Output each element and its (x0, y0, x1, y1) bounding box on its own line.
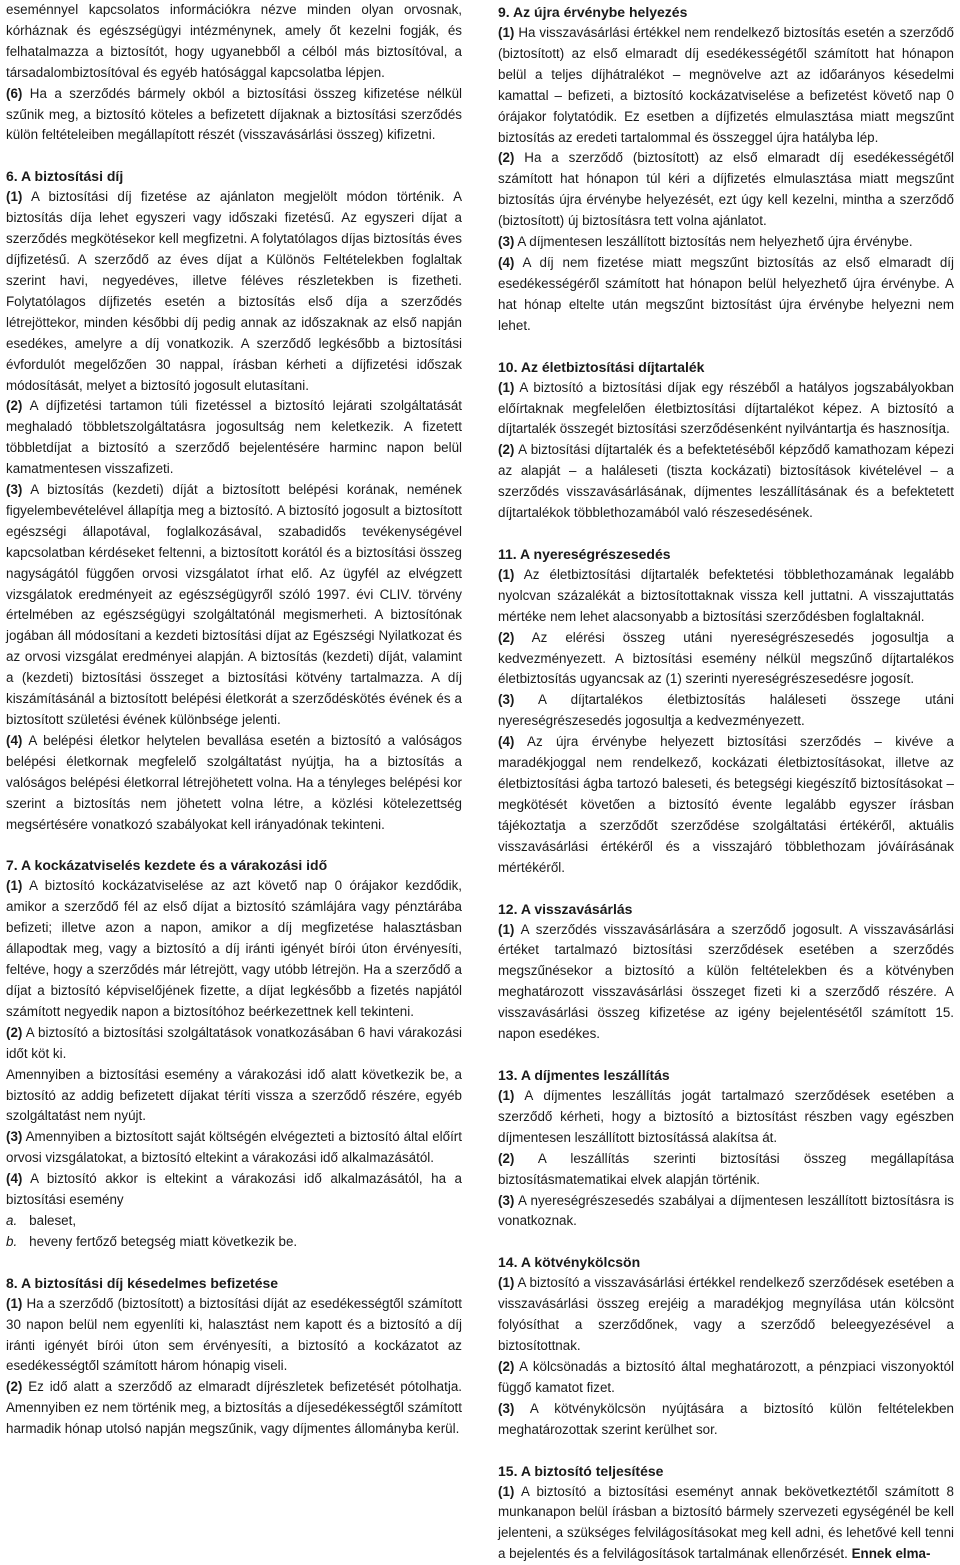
section-10-paragraph-2: (2) A biztosítási díjtartalék és a befektetéséből képződő kamathozam képezi az alapját – a haláleseti (tiszta kockázati) biztosítások kivételével – a szerződés visszavásárlásának, díjmentes leszállításának és a befektetett díjtartalékok többlethozamából való részesedésének. (498, 442, 955, 521)
right-column (498, 0, 955, 1562)
paragraph-5-6: (6) Ha a szerződés bármely okból a biztosítási összeg kifizetése nélkül szűnik meg, a biztosító köteles a befizetett díjaknak a biztosítási szerződés külön feltételeiben megállapított részét (visszavásárlási összeg) kifizetni. (6, 85, 462, 143)
section-6-paragraph-1: (1) A biztosítási díj fizetése az ajánlaton megjelölt módon történik. A biztosítás díja lehet egyszeri vagy időszaki fizetésű. Az egyszeri díjat a szerződés megkötésekor kell megfizetni. A folytatólagos díjas biztosítás éves díjfizetésű. A szerződő az éves díjat a Különös Feltételekben foglaltak szerint havi, negyedéves, illetve féléves részletekben is fizetheti. Folytatólagos díjfizetés esetén a biztosítás első díja a szerződés létrejöttekor, minden későbbi díj pedig annak az időszaknak az első napján esedékes, amelyre a díj vonatkozik. A szerződő legkésőbb a biztosítási évfordulót megelőzően 30 nappal, írásban kérheti a díjfizetési időszak módosítását, melyet a biztosító jogosult elutasítani. (6, 189, 462, 393)
section-9-paragraph-2: (2) Ha a szerződő (biztosított) az első elmaradt díj esedékességétől számított hat hónapon túl kéri a díjfizetés elmulasztása miatt megszűnt biztosítás újra érvénybe helyezését, ezt úgy kell kezelni, mintha a szerződő (biztosított) új biztosításra tett volna ajánlatot. (498, 150, 954, 229)
section-8-title: 8. A biztosítási díj késedelmes befizetése (6, 1274, 279, 1291)
section-14-paragraph-1: (1) A biztosító a visszavásárlási értékkel rendelkező szerződések esetében a visszavásárlási összeg erejéig a maradékjog megnyílása után kölcsönt folyósíthat a szerződőnek, vagy a szerződő beleegyezésével a biztosítottnak. (498, 1275, 954, 1354)
section-12-title: 12. A visszavásárlás (498, 900, 633, 917)
section-13-paragraph-2: (2) A leszállítás szerinti biztosítási összeg megállapítása biztosításmatematikai elvek alapján történik. (498, 1150, 954, 1187)
section-11-title: 11. A nyereségrészesedés (498, 545, 671, 562)
section-6-paragraph-3: (3) A biztosítás (kezdeti) díját a biztosított belépési korának, nemének figyelembevételével állapítja meg a biztosító. A biztosító jogosult a biztosított egészségi állapotával, foglalkozásával, szabadidős tevékenységével kapcsolatban kérdéseket feltenni, a biztosított korától és a biztosítási összeg nagyságától függően orvosi vizsgálatot írhat elő. Az ügyfél az elvégzett vizsgálatok eredményeit az egészségügyről szóló 1997. évi CLIV. törvény értelmében az egészségügyi szolgáltatónál megismerheti. A biztosítónak jogában áll módosítani a kezdeti biztosítási díjat az Egészségi Nyilatkozat és az orvosi vizsgálat eredményei alapján. A biztosítás (kezdeti) díját, valamint a (kezdeti) biztosítási összeget a biztosítási kötvény tartalmazza. A díj kiszámításánál a biztosított belépési életkorát a szerződéskötés évének és a biztosított születési évének különbsége jelenti. (6, 482, 462, 727)
section-11-paragraph-1: (1) Az életbiztosítási díjtartalék befektetési többlethozamának legalább nyolcvan százalékát a biztosítottaknak vissza kell juttatni. A visszajuttatás mértéke nem lehet alacsonyabb a biztosítási szerződésben foglaltaknál. (498, 566, 954, 624)
section-6-title: 6. A biztosítási díj (6, 168, 124, 185)
section-7-paragraph-2b: Amennyiben a biztosítási esemény a várakozási idő alatt következik be, a biztosító az addig befizetett díjakat téríti vissza a szerződő részére, egyéb szolgáltatást nem nyújt. (6, 1066, 462, 1124)
section-11-paragraph-4: (4) Az újra érvénybe helyezett biztosítási szerződés – kivéve a maradékjoggal nem rendelkező, kockázati életbiztosításokat, illetve az életbiztosítási ágba tartozó baleseti, és betegségi kiegészítő biztosításokat – megkötését követően a biztosító évente legalább egyszer írásban tájékoztatja a szerződőt szerződése szolgáltatási értékéről, aktuális visszavásárlási értékéről és a visszajáró többlethozam jóváírásának mértékéről. (498, 734, 954, 875)
section-9-paragraph-1: (1) Ha visszavásárlási értékkel nem rendelkező biztosítás esetén a szerződő (biztosított) az első elmaradt díj esedékességétől számított hat hónapon belül a teljes díjhátralékot – megnövelve azt az időarányos késedelmi kamattal – befizeti, a biztosító kockázatviselése a befizetést követő nap 0 órájakor folytatódik. Ez esetben a díjfizetés elmulasztása miatt megszűnt biztosítás az eredeti tartalommal és összeggel újra hatályba lép. (498, 25, 954, 145)
section-7-paragraph-4: (4) A biztosító akkor is eltekint a várakozási idő alkalmazásától, ha a biztosítási esemény (6, 1171, 462, 1208)
section-14-paragraph-2: (2) A kölcsönadás a biztosító által meghatározott, a pénzpiaci viszonyoktól függő kamatot fizet. (498, 1358, 955, 1395)
section-11-paragraph-2: (2) Az elérési összeg utáni nyereségrészesedés jogosultja a kedvezményezett. A biztosítási esemény nélkül megszűnő díjtartalékos életbiztosítás ugyancsak az (1) szerinti nyereségrészesedésre jogosít. (498, 629, 954, 687)
section-12-paragraph-1: (1) A szerződés visszavásárlására a szerződő jogosult. A visszavásárlási értéket tartalmazó biztosítási szerződések esetében a szerződés megszűnésekor a biztosító a külön feltételekben és a kötvényben meghatározott visszavásárlási összeget fizeti ki a szerződő részére. A visszavásárlási összeg kifizetése az igény bejelentésétől számított 15. napon esedékes. (498, 921, 954, 1042)
section-15-paragraph-1: (1) A biztosító a biztosítási eseményt annak bekövetkeztétől számított 8 munkanapon belül írásban a biztosító bármely szervezeti egységénél be kell jelenteni, a szükséges felvilágosításokat meg kell adni, és lehetővé kell tenni a bejelentés és a felvilágosítások tartalmának ellenőrzését. Ennek elma- (498, 1483, 954, 1562)
section-8-paragraph-2: (2) Ez idő alatt a szerződő az elmaradt díjrészletek befizetését pótolhatja. Amennyiben ez nem történik meg, a biztosítás a díjesedékességtől számított harmadik hónap utolsó napján megszűnik, vagy díjmentes állományba kerül. (6, 1379, 462, 1437)
section-11-paragraph-3: (3) A díjtartalékos életbiztosítás haláleseti összege utáni nyereségrészesedés jogosultja a kedvezményezett. (498, 692, 954, 729)
intro-paragraph: eseménnyel kapcsolatos információkra nézve minden olyan orvosnak, kórháznak és egészségügyi intézménynek, amely őt kezelni fogják, és felhatalmazza a biztosítót, hogy ugyanebből a célból más biztosítóval, a társadalombiztosítóval és egyéb hatósággal kapcsolatba lépjen. (6, 2, 462, 80)
left-column (6, 0, 462, 1471)
section-10-paragraph-1: (1) A biztosító a biztosítási díjak egy részéből a hatályos jogszabályokban előírtaknak megfelelően életbiztosítási díjtartalékot képez. A biztosító a díjtartalék összegét biztosítási szerződésenként nyilvántartja és hasznosítja. (498, 379, 954, 437)
section-14-paragraph-3: (3) A kötvénykölcsön nyújtására a biztosító külön feltételekben meghatározottak szerint kerülhet sor. (498, 1400, 954, 1437)
section-9-paragraph-4: (4) A díj nem fizetése miatt megszűnt biztosítás az első elmaradt díj esedékességéről számított hat hónapon belül helyezhető újra érvénybe. A hat hónap eltelte után megszűnt biztosítást újra érvénybe helyezni nem lehet. (498, 254, 954, 333)
section-10-title: 10. Az életbiztosítási díjtartalék (498, 358, 705, 375)
section-9-title: 9. Az újra érvénybe helyezés (498, 4, 688, 20)
section-7-paragraph-3: (3) Amennyiben a biztosított saját költségén elvégezteti a biztosító által előírt orvosi vizsgálatokat, a biztosító eltekint a várakozási idő alkalmazásától. (6, 1129, 462, 1166)
section-9-paragraph-3: (3) A díjmentesen leszállított biztosítás nem helyezhető újra érvénybe. (498, 234, 913, 250)
section-14-title: 14. A kötvénykölcsön (498, 1254, 641, 1271)
section-7-title: 7. A kockázatviselés kezdete és a várakozási idő (6, 857, 328, 874)
section-13-paragraph-1: (1) A díjmentes leszállítás jogát tartalmazó szerződések esetében a szerződő kérheti, hogy a biztosító a biztosítást részben vagy egészben díjmentesen leszállított biztosítássá alakítsa át. (498, 1087, 955, 1145)
section-8-paragraph-1: (1) Ha a szerződő (biztosított) a biztosítási díját az esedékességtől számított 30 napon belül nem egyenlíti ki, halasztást nem kapott és a biztosító a díj iránti igényét bírói úton sem érvényesíti, a biztosító a kockázatot az esedékességtől számított három hónapig viseli. (6, 1295, 462, 1374)
section-7-paragraph-2: (2) A biztosító a biztosítási szolgáltatások vonatkozásában 6 havi várakozási időt köt ki. (6, 1024, 462, 1061)
section-7-list (6, 1211, 462, 1253)
section-15-title: 15. A biztosító teljesítése (498, 1462, 664, 1479)
list-item: a. baleset, (6, 1212, 77, 1228)
section-13-title: 13. A díjmentes leszállítás (498, 1066, 670, 1083)
section-13-paragraph-3: (3) A nyereségrészesedés szabályai a díjmentesen leszállított biztosításra is vonatkoznak. (498, 1192, 955, 1229)
list-item: b. heveny fertőző betegség miatt következik be. (6, 1233, 298, 1249)
section-7-paragraph-1: (1) A biztosító kockázatviselése az azt követő nap 0 órájakor kezdődik, amikor a szerződő fél az első díjat a biztosító számlájára vagy pénztárába befizeti; illetve azon a napon, amikor a díj megfizetése halasztásban állapodtak meg, vagy a biztosító a díj iránti igényét bírói úton érvényesíti, feltéve, hogy a szerződés már létrejött, vagy utóbb létrejön. Ha a szerződő a díjat a biztosító képviselőjének fizette, a díjat legkésőbb a fizetés napjától számított negyedik napon a biztosítóhoz beérkezettnek kell tekinteni. (6, 878, 462, 1019)
section-6-paragraph-4: (4) A belépési életkor helytelen bevallása esetén a biztosító a valóságos belépési életkornak megfelelő szolgáltatást nyújtja, ha a biztosítás a valóságos belépési életkorral létrejöhetett volna. Ha a tényleges belépési kor szerint a biztosítás nem jöhetett volna létre, a közlési kötelezettség megsértésére vonatkozó szabályokat kell irányadónak tekinteni. (6, 732, 462, 832)
section-6-paragraph-2: (2) A díjfizetési tartamon túli fizetéssel a biztosító lejárati szolgáltatását meghaladó többletszolgáltatásra jogosultság nem keletkezik. A fizetett többletdíjat a biztosító a szerződő bejelentésére harminc napon belül kamatmentesen visszafizeti. (6, 398, 463, 477)
